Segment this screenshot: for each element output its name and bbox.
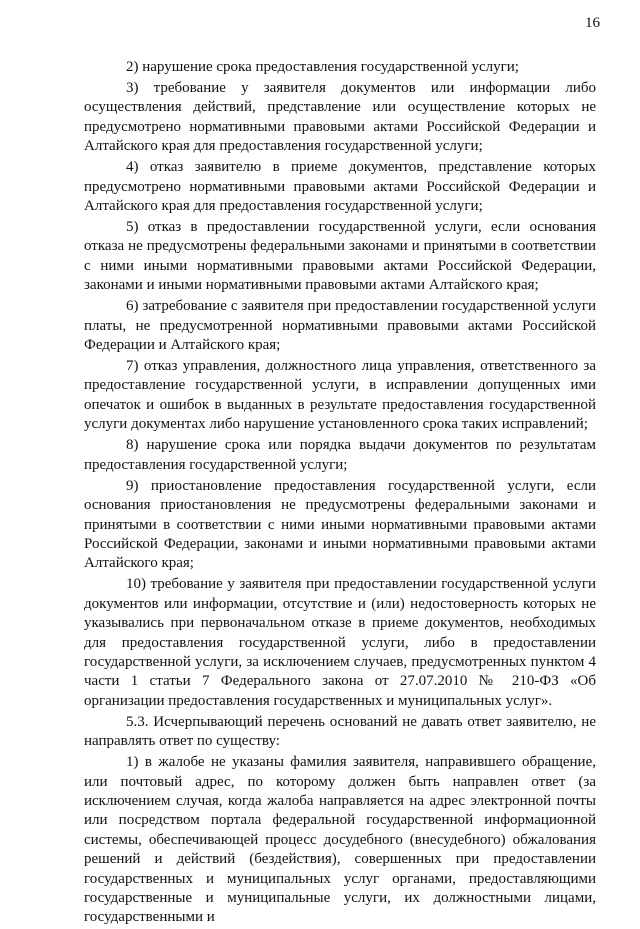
paragraph-5-3-item-1: 1) в жалобе не указаны фамилия заявителя, направившего обращение, или почтовый адрес, по которому должен быть направлен ответ (за исключением случая, когда жалоба направляется на адрес электронной почты или посредством портала федеральной государственной информационной системы, обеспечивающей процесс досудебного (внесудебного) обжалования решений и действий (бездействия), совершенных при предоставлении государственных и муниципальных услуг органами, предоставляющими государственные и муниципальные услуги, их должностными лицами, государственными и xyxy=(84,754,596,926)
paragraph-item-8: 8) нарушение срока или порядка выдачи документов по результатам предоставления государственной услуги; xyxy=(84,437,596,473)
paragraph-item-10: 10) требование у заявителя при предоставлении государственной услуги документов или информации, отсутствие и (или) недостоверность которых не указывались при первоначальном отказе в приеме документов, необходимых для предоставления государственной услуги, либо в предоставлении государственной услуги, за исключением случаев, предусмотренных пунктом 4 части 1 статьи 7 Федерального закона от 27.07.2010 № 210-ФЗ «Об организации предоставления государственных и муниципальных услуг». xyxy=(84,576,596,709)
document-body xyxy=(84,58,596,929)
paragraph-item-7: 7) отказ управления, должностного лица управления, ответственного за предоставление государственной услуги, в исправлении допущенных ими опечаток и ошибок в выданных в результате предоставления государственной услуги документах либо нарушение установленного срока таких исправлений; xyxy=(84,358,596,433)
paragraph-item-2: 2) нарушение срока предоставления государственной услуги; xyxy=(126,59,519,75)
paragraph-item-6: 6) затребование с заявителя при предоставлении государственной услуги платы, не предусмотренной нормативными правовыми актами Российской Федерации и Алтайского края; xyxy=(84,298,596,354)
paragraph-item-5: 5) отказ в предоставлении государственной услуги, если основания отказа не предусмотрены федеральными законами и принятыми в соответствии с ними иными нормативными правовыми актами Российской Федерации, законами и иными нормативными правовыми актами Алтайского края; xyxy=(84,219,596,294)
page-number: 16 xyxy=(585,15,600,31)
section-heading-5-3: 5.3. Исчерпывающий перечень оснований не давать ответ заявителю, не направлять ответ по существу: xyxy=(84,713,596,750)
paragraph-item-9: 9) приостановление предоставления государственной услуги, если основания приостановления не предусмотрены федеральными законами и принятыми в соответствии с ними иными нормативными правовыми актами Российской Федерации, законами и иными нормативными правовыми актами Алтайского края; xyxy=(84,477,596,572)
paragraph-item-3: 3) требование у заявителя документов или информации либо осуществления действий, представление или осуществление которых не предусмотрено нормативными правовыми актами Российской Федерации и Алтайского края для предоставления государственной услуги; xyxy=(84,80,596,155)
paragraph-item-4: 4) отказ заявителю в приеме документов, представление которых предусмотрено нормативными правовыми актами Российской Федерации и Алтайского края для предоставления государственной услуги; xyxy=(84,159,596,215)
